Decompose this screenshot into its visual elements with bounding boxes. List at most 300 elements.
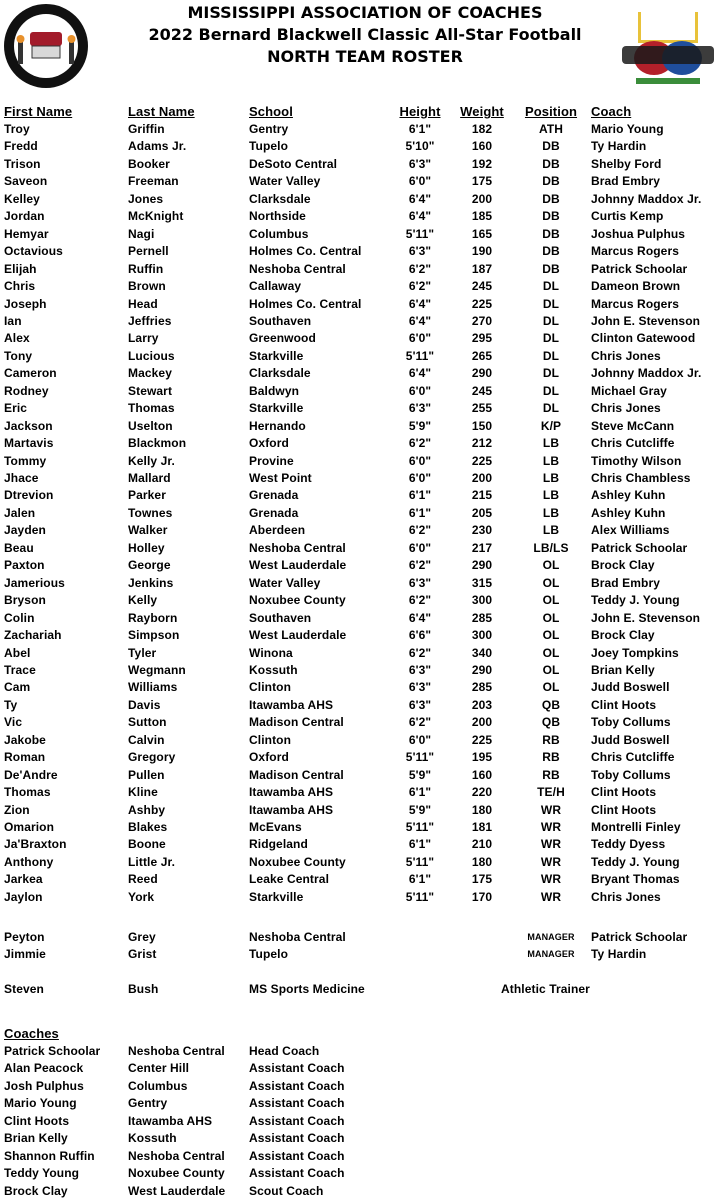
- player-school: Oxford: [249, 750, 289, 764]
- player-coach: Chris Cutcliffe: [591, 436, 675, 450]
- player-last-name: Kline: [128, 785, 158, 799]
- staff-coach-role: Assistant Coach: [249, 1166, 345, 1180]
- player-position: DL: [542, 331, 560, 345]
- player-school: Winona: [249, 646, 293, 660]
- player-weight: 215: [471, 488, 493, 502]
- player-last-name: Lucious: [128, 349, 175, 363]
- player-height: 6'2": [408, 646, 432, 660]
- player-height: 6'2": [408, 436, 432, 450]
- staff-coach-school: Center Hill: [128, 1061, 190, 1075]
- player-first-name: Anthony: [4, 855, 54, 869]
- player-school: Water Valley: [249, 174, 321, 188]
- player-first-name: Ian: [4, 314, 22, 328]
- player-position: DL: [542, 314, 560, 328]
- player-last-name: Blakes: [128, 820, 168, 834]
- player-position: OL: [542, 593, 560, 607]
- player-weight: 175: [471, 174, 493, 188]
- player-school: Itawamba AHS: [249, 803, 334, 817]
- player-first-name: Elijah: [4, 262, 37, 276]
- manager-role: MANAGER: [527, 949, 575, 959]
- manager-last-name: Grey: [128, 930, 156, 944]
- staff-coach-name: Mario Young: [4, 1096, 77, 1110]
- player-coach: Mario Young: [591, 122, 664, 136]
- player-weight: 200: [471, 471, 493, 485]
- player-school: Water Valley: [249, 576, 321, 590]
- player-first-name: Trace: [4, 663, 36, 677]
- roster-header: [0, 0, 725, 100]
- player-weight: 190: [471, 244, 493, 258]
- player-first-name: Martavis: [4, 436, 54, 450]
- player-first-name: Tommy: [4, 454, 47, 468]
- player-height: 6'3": [408, 244, 432, 258]
- player-coach: Bryant Thomas: [591, 872, 680, 886]
- player-last-name: Ashby: [128, 803, 166, 817]
- player-last-name: Pernell: [128, 244, 169, 258]
- player-last-name: Boone: [128, 837, 166, 851]
- player-weight: 315: [471, 576, 493, 590]
- staff-coach-role: Scout Coach: [249, 1184, 324, 1198]
- player-height: 6'3": [408, 680, 432, 694]
- player-height: 6'3": [408, 698, 432, 712]
- player-coach: Clinton Gatewood: [591, 331, 696, 345]
- manager-last-name: Grist: [128, 947, 157, 961]
- player-first-name: Kelley: [4, 192, 40, 206]
- player-height: 6'1": [408, 488, 432, 502]
- player-first-name: Colin: [4, 611, 35, 625]
- player-height: 5'9": [408, 768, 432, 782]
- manager-first-name: Peyton: [4, 930, 45, 944]
- player-last-name: Griffin: [128, 122, 165, 136]
- player-position: WR: [540, 872, 562, 886]
- player-coach: Brad Embry: [591, 576, 661, 590]
- player-first-name: Hemyar: [4, 227, 49, 241]
- player-position: OL: [542, 576, 560, 590]
- player-coach: Shelby Ford: [591, 157, 662, 171]
- player-position: OL: [542, 680, 560, 694]
- player-first-name: Jhace: [4, 471, 39, 485]
- player-coach: Johnny Maddox Jr.: [591, 366, 702, 380]
- player-position: DL: [542, 384, 560, 398]
- col-header-coach: Coach: [591, 104, 632, 119]
- player-position: DB: [542, 209, 560, 223]
- player-school: DeSoto Central: [249, 157, 338, 171]
- staff-coach-role: Assistant Coach: [249, 1061, 345, 1075]
- player-last-name: Stewart: [128, 384, 173, 398]
- player-position: LB: [542, 471, 560, 485]
- player-first-name: Dtrevion: [4, 488, 54, 502]
- player-weight: 265: [471, 349, 493, 363]
- player-first-name: Trison: [4, 157, 41, 171]
- player-last-name: Townes: [128, 506, 173, 520]
- player-height: 6'6": [408, 628, 432, 642]
- player-first-name: Jordan: [4, 209, 45, 223]
- player-weight: 225: [471, 454, 493, 468]
- staff-coach-role: Assistant Coach: [249, 1131, 345, 1145]
- manager-coach: Ty Hardin: [591, 947, 647, 961]
- player-weight: 290: [471, 663, 493, 677]
- player-position: QB: [541, 698, 561, 712]
- player-coach: Joey Tompkins: [591, 646, 679, 660]
- player-school: Southaven: [249, 314, 312, 328]
- player-weight: 185: [471, 209, 493, 223]
- player-school: Aberdeen: [249, 523, 306, 537]
- player-position: LB: [542, 523, 560, 537]
- player-school: Clarksdale: [249, 366, 311, 380]
- player-school: Columbus: [249, 227, 309, 241]
- player-first-name: Chris: [4, 279, 36, 293]
- player-last-name: Freeman: [128, 174, 179, 188]
- player-coach: Marcus Rogers: [591, 297, 679, 311]
- player-height: 6'0": [408, 174, 432, 188]
- player-coach: Teddy Dyess: [591, 837, 666, 851]
- player-height: 6'3": [408, 576, 432, 590]
- trainer-last-name: Bush: [128, 982, 159, 996]
- player-coach: Chris Chambless: [591, 471, 691, 485]
- player-height: 6'4": [408, 209, 432, 223]
- player-school: West Point: [249, 471, 312, 485]
- manager-coach: Patrick Schoolar: [591, 930, 688, 944]
- player-last-name: Little Jr.: [128, 855, 176, 869]
- player-weight: 230: [471, 523, 493, 537]
- player-height: 6'4": [408, 314, 432, 328]
- player-weight: 160: [471, 139, 493, 153]
- player-school: Grenada: [249, 488, 299, 502]
- player-weight: 200: [471, 715, 493, 729]
- player-height: 6'1": [408, 785, 432, 799]
- player-height: 5'10": [405, 139, 435, 153]
- player-position: ATH: [538, 122, 564, 136]
- player-school: Greenwood: [249, 331, 316, 345]
- player-last-name: Rayborn: [128, 611, 178, 625]
- player-first-name: Jayden: [4, 523, 46, 537]
- player-first-name: Joseph: [4, 297, 47, 311]
- player-position: LB: [542, 488, 560, 502]
- player-school: Starkville: [249, 349, 304, 363]
- manager-role: MANAGER: [527, 932, 575, 942]
- staff-coach-name: Brock Clay: [4, 1184, 68, 1198]
- player-last-name: York: [128, 890, 155, 904]
- player-weight: 255: [471, 401, 493, 415]
- roster-title: [100, 2, 630, 68]
- player-first-name: Ja'Braxton: [4, 837, 67, 851]
- player-school: Hernando: [249, 419, 306, 433]
- player-weight: 187: [471, 262, 493, 276]
- player-position: DB: [542, 139, 560, 153]
- player-school: West Lauderdale: [249, 628, 347, 642]
- player-last-name: Jeffries: [128, 314, 172, 328]
- player-weight: 245: [471, 279, 493, 293]
- player-weight: 175: [471, 872, 493, 886]
- player-weight: 217: [471, 541, 493, 555]
- player-last-name: Jenkins: [128, 576, 174, 590]
- player-coach: Judd Boswell: [591, 680, 670, 694]
- player-coach: Teddy J. Young: [591, 855, 680, 869]
- player-position: RB: [542, 768, 560, 782]
- player-last-name: Walker: [128, 523, 168, 537]
- player-weight: 182: [471, 122, 493, 136]
- player-height: 5'11": [405, 349, 435, 363]
- player-school: Neshoba Central: [249, 262, 346, 276]
- player-weight: 300: [471, 593, 493, 607]
- player-last-name: Uselton: [128, 419, 173, 433]
- player-first-name: Bryson: [4, 593, 46, 607]
- player-coach: Judd Boswell: [591, 733, 670, 747]
- player-school: Itawamba AHS: [249, 785, 334, 799]
- player-last-name: Wegmann: [128, 663, 186, 677]
- player-coach: Marcus Rogers: [591, 244, 679, 258]
- player-height: 6'4": [408, 611, 432, 625]
- manager-school: Neshoba Central: [249, 930, 346, 944]
- player-coach: John E. Stevenson: [591, 314, 701, 328]
- player-height: 5'11": [405, 820, 435, 834]
- player-height: 6'2": [408, 262, 432, 276]
- player-coach: Teddy J. Young: [591, 593, 680, 607]
- player-first-name: Jackson: [4, 419, 53, 433]
- player-weight: 200: [471, 192, 493, 206]
- staff-coach-role: Assistant Coach: [249, 1114, 345, 1128]
- staff-coach-school: Columbus: [128, 1079, 188, 1093]
- player-position: DB: [542, 244, 560, 258]
- title-line-association: MISSISSIPPI ASSOCIATION OF COACHES: [187, 3, 543, 22]
- player-height: 5'9": [408, 803, 432, 817]
- player-first-name: Tony: [4, 349, 33, 363]
- player-last-name: Williams: [128, 680, 178, 694]
- player-weight: 180: [471, 855, 493, 869]
- player-position: LB: [542, 506, 560, 520]
- player-coach: Curtis Kemp: [591, 209, 664, 223]
- player-last-name: Brown: [128, 279, 166, 293]
- player-last-name: George: [128, 558, 171, 572]
- player-height: 6'3": [408, 401, 432, 415]
- player-weight: 290: [471, 366, 493, 380]
- player-school: Madison Central: [249, 715, 344, 729]
- player-last-name: Gregory: [128, 750, 176, 764]
- player-coach: Timothy Wilson: [591, 454, 682, 468]
- player-school: Holmes Co. Central: [249, 244, 362, 258]
- player-position: DB: [542, 227, 560, 241]
- player-coach: Montrelli Finley: [591, 820, 681, 834]
- player-weight: 203: [471, 698, 493, 712]
- trainer-first-name: Steven: [4, 982, 44, 996]
- player-position: OL: [542, 558, 560, 572]
- staff-coach-role: Assistant Coach: [249, 1079, 345, 1093]
- player-last-name: Blackmon: [128, 436, 187, 450]
- all-stars-logo-icon: [616, 6, 720, 88]
- player-position: DL: [542, 297, 560, 311]
- player-first-name: Omarion: [4, 820, 55, 834]
- player-last-name: Larry: [128, 331, 159, 345]
- player-height: 6'0": [408, 454, 432, 468]
- manager-first-name: Jimmie: [4, 947, 46, 961]
- player-weight: 290: [471, 558, 493, 572]
- staff-coach-role: Assistant Coach: [249, 1149, 345, 1163]
- player-coach: Brad Embry: [591, 174, 661, 188]
- player-weight: 170: [471, 890, 493, 904]
- col-header-position: Position: [524, 104, 578, 119]
- player-weight: 210: [471, 837, 493, 851]
- player-coach: Alex Williams: [591, 523, 670, 537]
- player-first-name: Jarkea: [4, 872, 43, 886]
- player-position: WR: [540, 837, 562, 851]
- player-school: Clinton: [249, 733, 292, 747]
- player-first-name: Octavious: [4, 244, 63, 258]
- player-school: Starkville: [249, 890, 304, 904]
- player-last-name: Parker: [128, 488, 166, 502]
- player-coach: Toby Collums: [591, 768, 671, 782]
- player-school: Grenada: [249, 506, 299, 520]
- staff-coach-name: Shannon Ruffin: [4, 1149, 95, 1163]
- player-school: Callaway: [249, 279, 302, 293]
- player-coach: Chris Jones: [591, 349, 661, 363]
- player-last-name: Mallard: [128, 471, 171, 485]
- player-weight: 150: [471, 419, 493, 433]
- player-last-name: Jones: [128, 192, 164, 206]
- player-first-name: Paxton: [4, 558, 45, 572]
- player-height: 6'3": [408, 157, 432, 171]
- player-weight: 285: [471, 680, 493, 694]
- player-last-name: Sutton: [128, 715, 167, 729]
- player-position: LB: [542, 454, 560, 468]
- player-school: Leake Central: [249, 872, 330, 886]
- player-last-name: Simpson: [128, 628, 180, 642]
- player-school: Clarksdale: [249, 192, 311, 206]
- player-last-name: Tyler: [128, 646, 157, 660]
- player-school: Ridgeland: [249, 837, 308, 851]
- player-school: Gentry: [249, 122, 289, 136]
- staff-coach-school: West Lauderdale: [128, 1184, 226, 1198]
- player-school: Neshoba Central: [249, 541, 346, 555]
- player-height: 6'0": [408, 541, 432, 555]
- player-position: DL: [542, 401, 560, 415]
- title-line-team: NORTH TEAM ROSTER: [267, 47, 463, 66]
- player-school: Oxford: [249, 436, 289, 450]
- player-weight: 180: [471, 803, 493, 817]
- player-weight: 205: [471, 506, 493, 520]
- player-first-name: Ty: [4, 698, 18, 712]
- col-header-height: Height: [399, 104, 441, 119]
- player-coach: Joshua Pulphus: [591, 227, 686, 241]
- player-school: Clinton: [249, 680, 292, 694]
- player-first-name: Jamerious: [4, 576, 65, 590]
- col-header-last-name: Last Name: [128, 104, 195, 119]
- player-school: Northside: [249, 209, 306, 223]
- player-first-name: Troy: [4, 122, 30, 136]
- player-weight: 340: [471, 646, 493, 660]
- coaches-heading: Coaches: [4, 1026, 59, 1041]
- player-position: DB: [542, 262, 560, 276]
- player-height: 6'1": [408, 122, 432, 136]
- player-last-name: Holley: [128, 541, 165, 555]
- player-height: 6'2": [408, 558, 432, 572]
- player-height: 6'2": [408, 523, 432, 537]
- staff-coach-school: Gentry: [128, 1096, 168, 1110]
- player-school: Holmes Co. Central: [249, 297, 362, 311]
- player-coach: Ty Hardin: [591, 139, 647, 153]
- col-header-first-name: First Name: [4, 104, 73, 119]
- player-last-name: Ruffin: [128, 262, 164, 276]
- player-first-name: Rodney: [4, 384, 49, 398]
- player-height: 6'1": [408, 506, 432, 520]
- player-position: WR: [540, 803, 562, 817]
- player-coach: Michael Gray: [591, 384, 667, 398]
- staff-coach-school: Kossuth: [128, 1131, 177, 1145]
- player-coach: Brock Clay: [591, 558, 655, 572]
- player-weight: 181: [471, 820, 493, 834]
- player-height: 6'0": [408, 733, 432, 747]
- player-first-name: Vic: [4, 715, 23, 729]
- player-coach: Dameon Brown: [591, 279, 681, 293]
- player-first-name: Cam: [4, 680, 31, 694]
- player-weight: 300: [471, 628, 493, 642]
- player-position: TE/H: [537, 785, 565, 799]
- player-position: DB: [542, 192, 560, 206]
- player-school: West Lauderdale: [249, 558, 347, 572]
- player-position: DL: [542, 279, 560, 293]
- player-position: WR: [540, 820, 562, 834]
- staff-coach-role: Head Coach: [249, 1044, 320, 1058]
- player-coach: Clint Hoots: [591, 803, 657, 817]
- player-school: Tupelo: [249, 139, 289, 153]
- player-height: 5'9": [408, 419, 432, 433]
- player-coach: Ashley Kuhn: [591, 506, 666, 520]
- player-coach: Patrick Schoolar: [591, 541, 688, 555]
- player-coach: Chris Cutcliffe: [591, 750, 675, 764]
- player-coach: Chris Jones: [591, 890, 661, 904]
- mac-logo-icon: [2, 2, 90, 90]
- player-last-name: Booker: [128, 157, 170, 171]
- player-last-name: Calvin: [128, 733, 165, 747]
- player-first-name: Jakobe: [4, 733, 46, 747]
- player-height: 6'0": [408, 471, 432, 485]
- player-last-name: McKnight: [128, 209, 184, 223]
- player-position: DL: [542, 349, 560, 363]
- staff-coach-name: Brian Kelly: [4, 1131, 68, 1145]
- player-weight: 295: [471, 331, 493, 345]
- staff-coach-name: Patrick Schoolar: [4, 1044, 101, 1058]
- player-school: McEvans: [249, 820, 302, 834]
- staff-coach-name: Josh Pulphus: [4, 1079, 84, 1093]
- player-school: Starkville: [249, 401, 304, 415]
- player-weight: 220: [471, 785, 493, 799]
- player-height: 6'3": [408, 663, 432, 677]
- player-last-name: Thomas: [128, 401, 175, 415]
- player-coach: Ashley Kuhn: [591, 488, 666, 502]
- player-height: 6'2": [408, 279, 432, 293]
- player-last-name: Kelly Jr.: [128, 454, 175, 468]
- player-height: 6'4": [408, 192, 432, 206]
- player-last-name: Nagi: [128, 227, 155, 241]
- player-position: DL: [542, 366, 560, 380]
- player-first-name: Cameron: [4, 366, 57, 380]
- player-height: 5'11": [405, 227, 435, 241]
- player-position: DB: [542, 157, 560, 171]
- player-height: 6'4": [408, 366, 432, 380]
- col-header-school: School: [249, 104, 293, 119]
- player-coach: Toby Collums: [591, 715, 671, 729]
- player-weight: 270: [471, 314, 493, 328]
- player-height: 6'1": [408, 872, 432, 886]
- player-coach: Johnny Maddox Jr.: [591, 192, 702, 206]
- player-first-name: Jalen: [4, 506, 36, 520]
- player-height: 5'11": [405, 890, 435, 904]
- player-coach: Chris Jones: [591, 401, 661, 415]
- player-position: K/P: [540, 419, 562, 433]
- player-school: Noxubee County: [249, 593, 346, 607]
- player-coach: Clint Hoots: [591, 785, 657, 799]
- player-weight: 212: [471, 436, 493, 450]
- player-weight: 285: [471, 611, 493, 625]
- player-height: 6'2": [408, 593, 432, 607]
